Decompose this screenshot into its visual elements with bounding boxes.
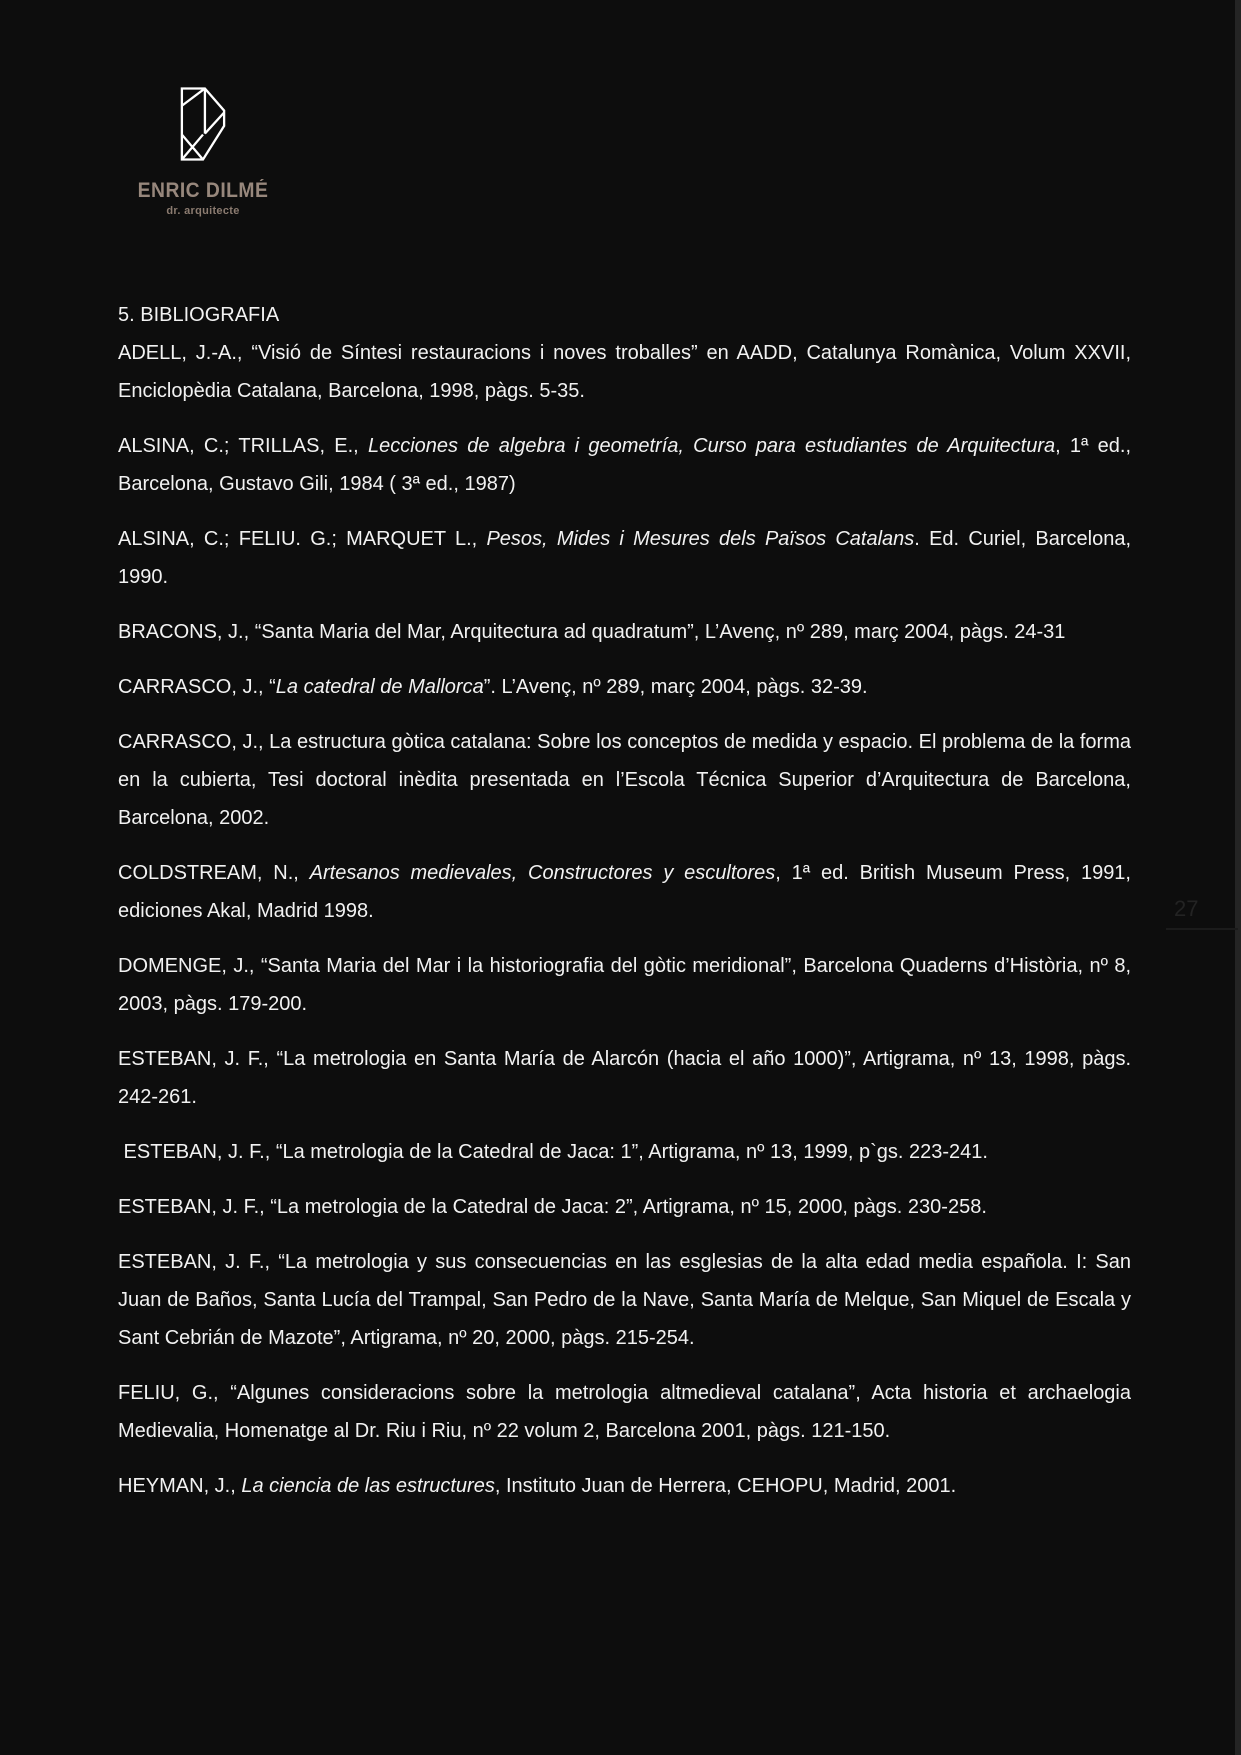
bibliography-entry: ADELL, J.-A., “Visió de Síntesi restauracions i noves troballes” en AADD, Catalunya Romànica, Volum XXVII, Enciclopèdia Catalana, Barcelona, 1998, pàgs. 5-35. [118, 342, 1131, 402]
bibliography-entry: ALSINA, C.; FELIU. G.; MARQUET L., Pesos, Mides i Mesures dels Països Catalans. Ed. Curiel, Barcelona, 1990. [118, 528, 1131, 588]
bibliography-entry: HEYMAN, J., La ciencia de las estructures, Instituto Juan de Herrera, CEHOPU, Madrid, 2001. [118, 1475, 957, 1497]
bibliography-list [118, 334, 1131, 1505]
bibliography-entry: CARRASCO, J., La estructura gòtica catalana: Sobre los conceptos de medida y espacio. El problema de la forma en la cubierta, Tesi doctoral inèdita presentada en l’Escola Técnica Superior d’Arquitectura de Barcelona, Barcelona, 2002. [118, 731, 1131, 829]
bibliography-entry: COLDSTREAM, N., Artesanos medievales, Constructores y escultores, 1ª ed. British Museum Press, 1991, ediciones Akal, Madrid 1998. [118, 862, 1131, 922]
bibliography-section [118, 296, 1131, 1522]
bibliography-entry: ESTEBAN, J. F., “La metrologia de la Catedral de Jaca: 1”, Artigrama, nº 13, 1999, p`gs. 223-241. [118, 1141, 988, 1163]
logo [118, 85, 288, 217]
bibliography-entry: DOMENGE, J., “Santa Maria del Mar i la historiografia del gòtic meridional”, Barcelona Quaderns d’Història, nº 8, 2003, pàgs. 179-200. [118, 955, 1131, 1015]
scan-edge [1235, 0, 1241, 1755]
brand-tagline: dr. arquitecte [166, 205, 240, 217]
bibliography-entry: BRACONS, J., “Santa Maria del Mar, Arquitectura ad quadratum”, L’Avenç, nº 289, març 2004, pàgs. 24-31 [118, 621, 1066, 643]
bibliography-entry: CARRASCO, J., “La catedral de Mallorca”. L’Avenç, nº 289, març 2004, pàgs. 32-39. [118, 676, 868, 698]
section-title: 5. BIBLIOGRAFIA [118, 304, 280, 326]
bibliography-entry: ALSINA, C.; TRILLAS, E., Lecciones de algebra i geometría, Curso para estudiantes de Arquitectura, 1ª ed., Barcelona, Gustavo Gili, 1984 ( 3ª ed., 1987) [118, 435, 1132, 495]
bibliography-entry: ESTEBAN, J. F., “La metrologia y sus consecuencias en las esglesias de la alta edad media española. I: San Juan de Baños, Santa Lucía del Trampal, San Pedro de la Nave, Santa María de Melque, San Miquel de Escala y Sant Cebrián de Mazote”, Artigrama, nº 20, 2000, pàgs. 215-254. [118, 1251, 1131, 1349]
page-number: 27 [1166, 896, 1238, 930]
geometric-d-icon [179, 85, 227, 163]
bibliography-entry: FELIU, G., “Algunes consideracions sobre la metrologia altmedieval catalana”, Acta historia et archaelogia Medievalia, Homenatge al Dr. Riu i Riu, nº 22 volum 2, Barcelona 2001, pàgs. 121-150. [118, 1382, 1131, 1442]
brand-name: ENRIC DILMÉ [137, 179, 269, 202]
bibliography-entry: ESTEBAN, J. F., “La metrologia en Santa María de Alarcón (hacia el año 1000)”, Artigrama, nº 13, 1998, pàgs. 242-261. [118, 1048, 1131, 1108]
bibliography-entry: ESTEBAN, J. F., “La metrologia de la Catedral de Jaca: 2”, Artigrama, nº 15, 2000, pàgs. 230-258. [118, 1196, 987, 1218]
